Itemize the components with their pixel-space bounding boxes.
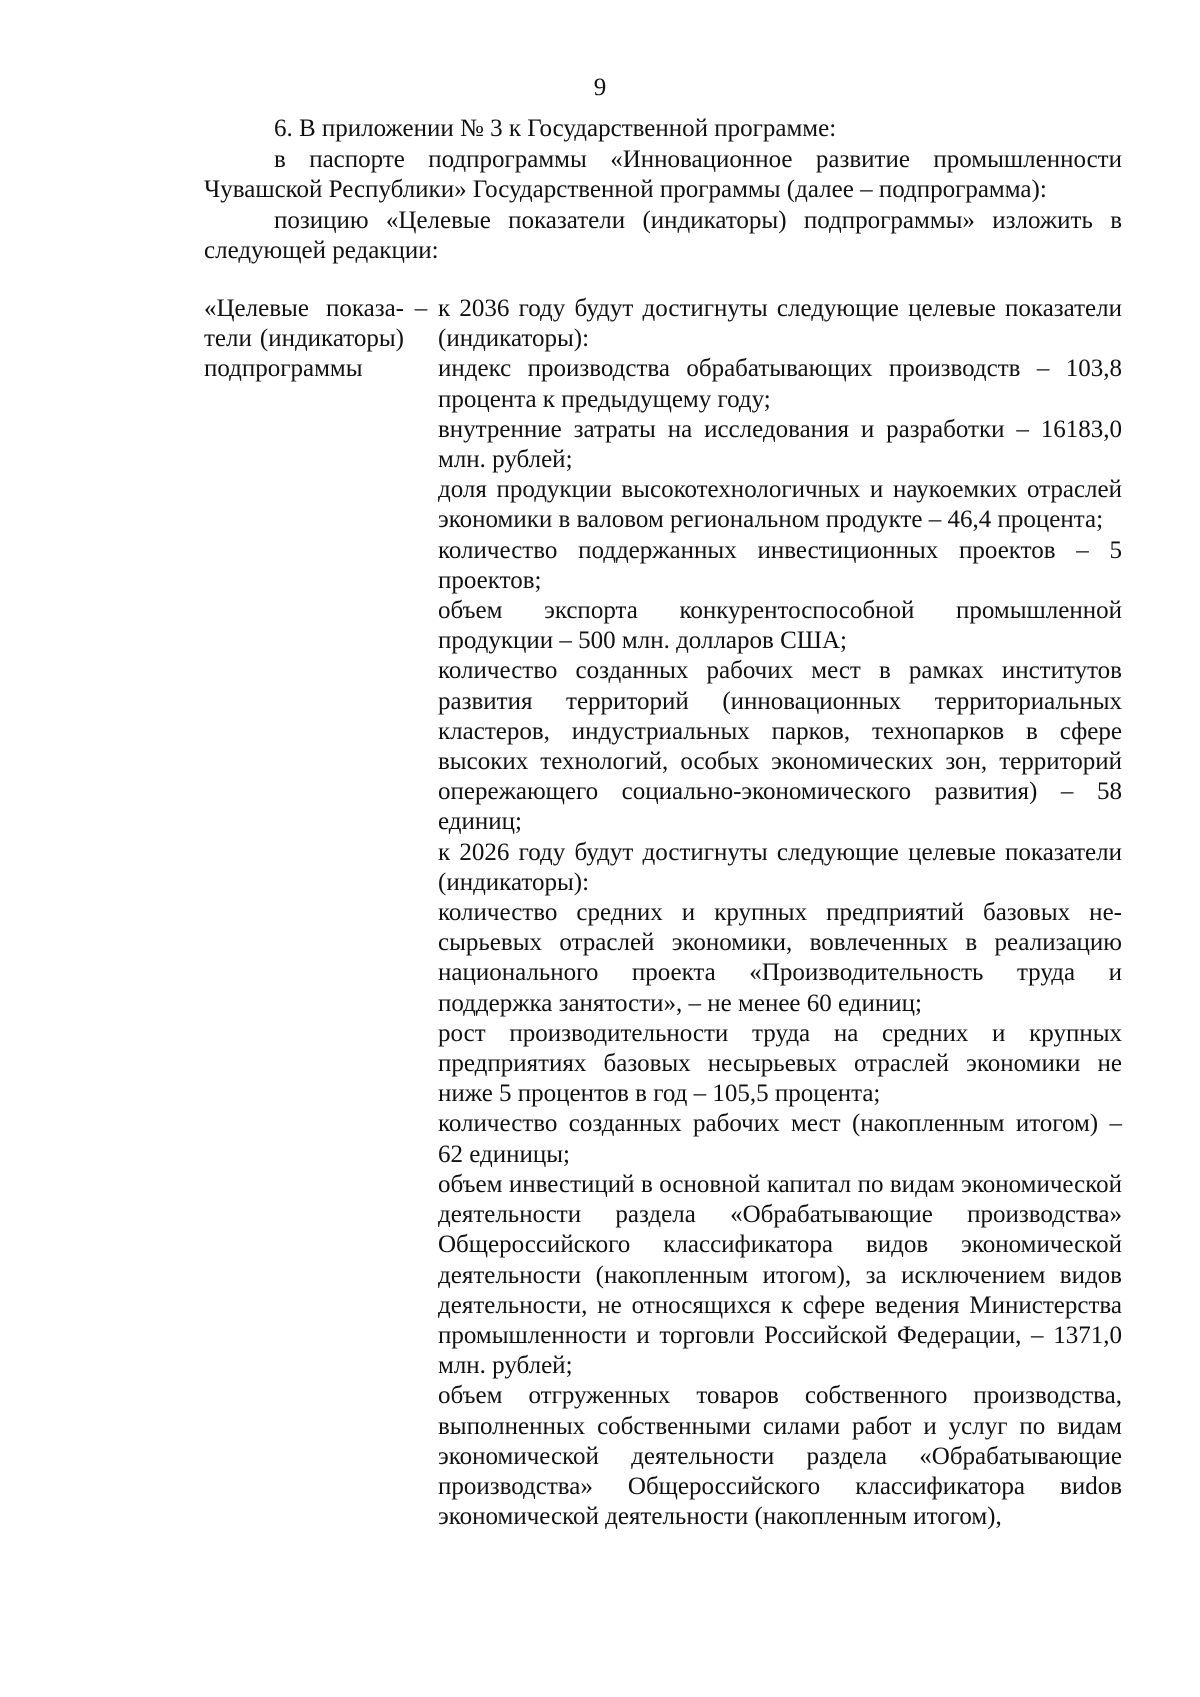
intro-paragraph: 6. В приложении № 3 к Государственной программе: <box>274 115 837 142</box>
passport-label: «Целевые показатели (индикаторы) подпрограммы <box>204 295 404 383</box>
indicator-item: внутренние затраты на исследования и разработки – 16183,0 млн. рублей; <box>438 415 1122 474</box>
indicator-item: количество поддержанных инвестиционных проектов – 5 проектов; <box>438 536 1122 594</box>
page-number: 9 <box>593 74 607 101</box>
indicator-item: доля продукции высокотехнологичных и наукоемких отраслей экономики в валовом региональном продукте – 46,4 процента; <box>438 476 1122 534</box>
indicator-item: объем отгруженных товаров собственного производства, выполненных собственными силами работ и услуг по видам экономической деятельности раздела «Обрабатывающие производства» Общероссийского классификатора виdов экономической деятельности (накопленным итогом), <box>438 1382 1122 1531</box>
intro-section <box>204 114 1122 267</box>
intro-paragraph: позицию «Целевые показатели (индикаторы) подпрограммы» изложить в следующей редакции: <box>204 206 1122 264</box>
indicator-item: к 2036 году будут достигнуты следующие целевые показатели (индикаторы): <box>438 295 1122 353</box>
indicator-item: к 2026 году будут достигнуты следующие целевые показатели (индикаторы): <box>438 838 1122 896</box>
indicator-item: количество созданных рабочих мест в рамках институтов развития территорий (инновационных территориальных кластеров, индустриальных парков, технопарков в сфере высоких технологий, особых экономических зон, территорий опережающего социально-экономического развития) – 58 единиц; <box>438 657 1122 836</box>
indicator-item: рост производительности труда на средних и крупных предприятиях базовых несырьевых отраслей экономики не ниже 5 процентов в год – 105,5 процента; <box>438 1019 1122 1108</box>
passport-table <box>204 294 1122 1532</box>
indicator-item: количество созданных рабочих мест (накопленным итогом) – 62 единицы; <box>438 1110 1122 1168</box>
passport-dash: – <box>414 295 428 322</box>
indicator-item: индекс производства обрабатывающих производств – 103,8 процента к предыдущему году; <box>438 355 1122 413</box>
indicator-item: количество средних и крупных предприятий базовых несырьевых отраслей экономики, вовлеченных в реализацию национального проекта «Производительность труда и поддержка занятости», – не менее 60 единиц; <box>438 899 1122 1017</box>
indicator-item: объем инвестиций в основной капитал по видам экономической деятельности раздела «Обрабатывающие производства» Общероссийского классификатора видов экономической деятельности (накопленным итогом), за исключением видов деятельности, не относящихся к сфере ведения Министерства промышленности и торговли Российской Федерации, – 1371,0 млн. рублей; <box>438 1170 1122 1380</box>
intro-paragraph: в паспорте подпрограммы «Инновационное развитие промышленности Чувашской Республики» Государственной программы (далее – подпрограмма): <box>204 145 1122 203</box>
passport-content <box>438 294 1122 1532</box>
indicator-item: объем экспорта конкурентоспособной промышленной продукции – 500 млн. долларов США; <box>438 597 1122 655</box>
